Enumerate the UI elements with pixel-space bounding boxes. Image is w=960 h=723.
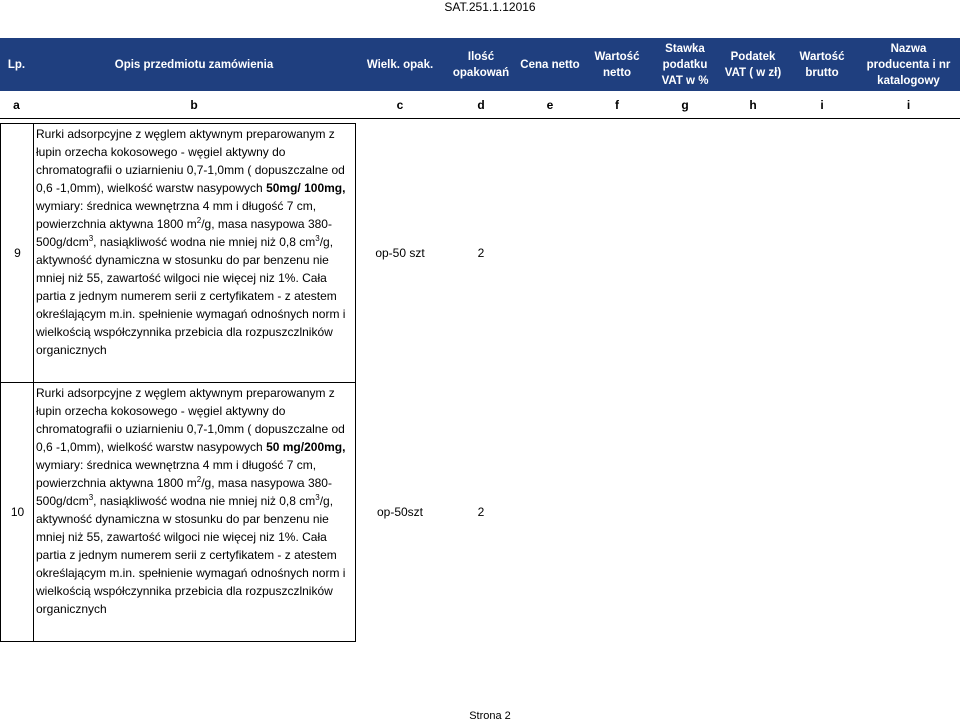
description-text: 0,6 -1,0mm), wielkość warstw nasypowych: [36, 181, 267, 195]
row-number: 9: [0, 123, 34, 383]
header-label: Nazwa: [890, 42, 927, 55]
package-size: op-50szt: [376, 505, 424, 519]
row-number: 10: [0, 382, 34, 642]
header-label: Stawka: [665, 42, 705, 55]
header-package-count: [445, 38, 517, 91]
description-line: określającym m.in. spełnienie wymagań odnośnych norm i: [36, 307, 346, 321]
description-line: wielkością współczynnika przebicia dla rozpuszczlników: [36, 584, 333, 598]
net-value-cell: [583, 123, 651, 383]
description-line: [36, 492, 355, 510]
header-package-size: [355, 38, 445, 91]
gross-value-cell: [787, 123, 857, 383]
header-net-price: [517, 38, 583, 91]
header-label: Wielk. opak.: [366, 58, 434, 71]
header-label: podatku: [662, 58, 708, 71]
column-letter: c: [396, 97, 404, 112]
description-line: wymiary: średnica wewnętrzna 4 mm i długość 7 cm,: [36, 458, 317, 472]
description-line: aktywność dynamiczna w stosunku do par benzenu nie: [36, 253, 329, 267]
bed-volume-value: 50 mg/200mg,: [266, 440, 346, 454]
superscript: 2: [196, 475, 202, 484]
header-label: katalogowy: [877, 74, 940, 87]
header-label: Ilość: [467, 50, 495, 63]
header-label: Wartość: [594, 50, 640, 63]
header-vat-amount: [719, 38, 787, 91]
header-lp: [0, 38, 33, 91]
table-row: [0, 123, 960, 383]
description-line: [36, 474, 355, 492]
package-count: 2: [477, 505, 485, 519]
header-description: [33, 38, 355, 91]
column-letter: e: [546, 97, 554, 112]
description-text: 500g/dcm: [36, 235, 89, 249]
description-line: wymiary: średnica wewnętrzna 4 mm i długość 7 cm,: [36, 199, 317, 213]
description-line: Rurki adsorpcyjne z węglem aktywnym preparowanym z: [36, 127, 335, 141]
vat-amount-cell: [719, 123, 787, 383]
bed-volume-value: 50mg/ 100mg,: [266, 181, 346, 195]
superscript: 3: [88, 234, 94, 243]
description-line: [36, 233, 355, 251]
column-letter: f: [615, 97, 619, 112]
description-line: Rurki adsorpcyjne z węglem aktywnym preparowanym z: [36, 386, 335, 400]
description-text: /g, masa nasypowa 380-: [201, 476, 332, 490]
item-description: [33, 382, 356, 642]
header-label: VAT ( w zł): [724, 66, 782, 79]
header-label: Lp.: [7, 58, 26, 71]
description-line: mniej niż 55, zawartość wilgoci nie więcej niz 1%. Cała: [36, 530, 327, 544]
column-letter: i: [820, 97, 824, 112]
description-line: mniej niż 55, zawartość wilgoci nie więcej niz 1%. Cała: [36, 271, 327, 285]
superscript: 3: [88, 493, 94, 502]
superscript: 2: [196, 216, 202, 225]
header-vat-rate: [651, 38, 719, 91]
description-text: , nasiąkliwość wodna nie mniej niż 0,8 cm: [93, 235, 316, 249]
header-producer-catalog: [857, 38, 960, 91]
description-line: partia z jednym numerem serii z certyfikatem - z atestem: [36, 289, 337, 303]
divider: [0, 118, 960, 119]
description-text: /g,: [319, 235, 334, 249]
description-line: partia z jednym numerem serii z certyfikatem - z atestem: [36, 548, 337, 562]
producer-catalog-cell: [857, 382, 960, 642]
description-line: [36, 215, 355, 233]
column-letter: a: [13, 97, 20, 112]
description-line: aktywność dynamiczna w stosunku do par benzenu nie: [36, 512, 329, 526]
description-text: /g,: [319, 494, 334, 508]
superscript: 3: [315, 493, 320, 502]
vat-amount-cell: [719, 382, 787, 642]
header-label: VAT w %: [661, 74, 709, 87]
producer-catalog-cell: [857, 123, 960, 383]
column-letter: d: [477, 97, 485, 112]
header-label: Opis przedmiotu zamówienia: [114, 58, 274, 71]
description-line: chromatografii o uziarnieniu 0,7-1,0mm ( dopuszczalne od: [36, 163, 345, 177]
description-line: organicznych: [36, 602, 107, 616]
item-description: [33, 123, 356, 383]
vat-rate-cell: [651, 382, 719, 642]
header-label: Cena netto: [520, 58, 580, 71]
column-letter: b: [190, 97, 198, 112]
column-letter: i: [906, 97, 911, 112]
table-row: [0, 382, 960, 642]
description-text: powierzchnia aktywna 1800 m: [36, 476, 197, 490]
net-price-cell: [517, 382, 583, 642]
description-line: organicznych: [36, 343, 107, 357]
description-line: łupin orzecha kokosowego - węgiel aktywny do: [36, 145, 286, 159]
net-price-cell: [517, 123, 583, 383]
description-text: powierzchnia aktywna 1800 m: [36, 217, 197, 231]
description-line: [36, 438, 355, 456]
header-label: opakowań: [452, 66, 510, 79]
header-label: netto: [602, 66, 632, 79]
description-line: wielkością współczynnika przebicia dla rozpuszczlników: [36, 325, 333, 339]
column-letter: h: [749, 97, 757, 112]
package-count: 2: [477, 246, 485, 260]
header-label: producenta i nr: [866, 58, 951, 71]
document-code: SAT.251.1.12016: [444, 0, 536, 14]
header-label: Wartość: [799, 50, 845, 63]
column-letter: g: [681, 97, 689, 112]
header-gross-value: [787, 38, 857, 91]
description-line: [36, 179, 355, 197]
description-line: określającym m.in. spełnienie wymagań odnośnych norm i: [36, 566, 346, 580]
page-number: Strona 2: [469, 710, 511, 722]
description-text: 500g/dcm: [36, 494, 89, 508]
vat-rate-cell: [651, 123, 719, 383]
description-text: 0,6 -1,0mm), wielkość warstw nasypowych: [36, 440, 267, 454]
net-value-cell: [583, 382, 651, 642]
description-line: łupin orzecha kokosowego - węgiel aktywny do: [36, 404, 286, 418]
description-text: /g, masa nasypowa 380-: [201, 217, 332, 231]
header-label: Podatek: [730, 50, 776, 63]
package-size: op-50 szt: [375, 246, 425, 260]
header-label: brutto: [805, 66, 839, 79]
gross-value-cell: [787, 382, 857, 642]
superscript: 3: [315, 234, 320, 243]
description-text: , nasiąkliwość wodna nie mniej niż 0,8 cm: [93, 494, 316, 508]
description-line: chromatografii o uziarnieniu 0,7-1,0mm ( dopuszczalne od: [36, 422, 345, 436]
header-net-value: [583, 38, 651, 91]
